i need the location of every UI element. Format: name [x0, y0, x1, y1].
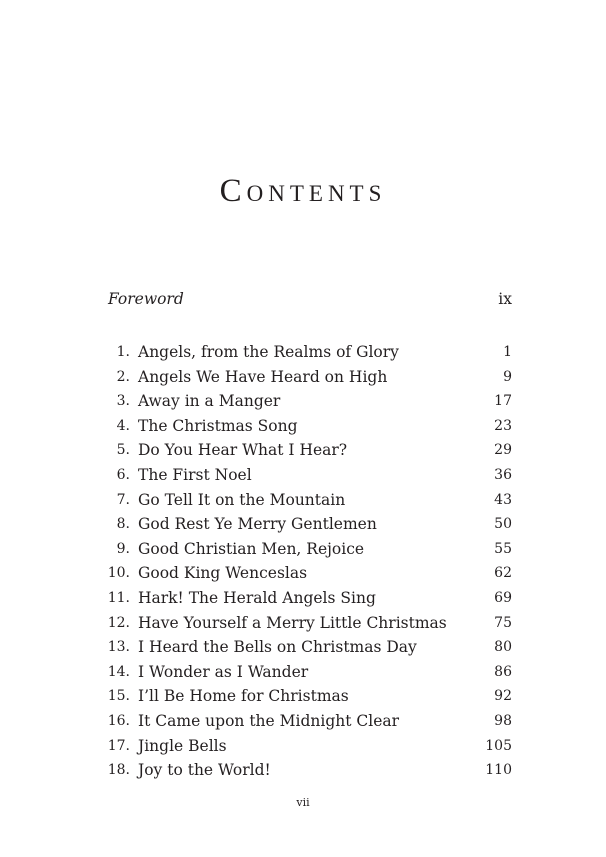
entry-title: I Wonder as I Wander — [138, 662, 309, 681]
toc-list — [104, 340, 512, 783]
entry-title: The Christmas Song — [138, 416, 298, 435]
entry-title: Away in a Manger — [138, 392, 281, 411]
entry-page: 17 — [494, 393, 512, 410]
toc-entry[interactable] — [104, 488, 512, 513]
toc-entry[interactable] — [104, 389, 512, 414]
entry-page: 75 — [494, 614, 512, 631]
entry-title: Do You Hear What I Hear? — [138, 441, 348, 460]
entry-title: Angels, from the Realms of Glory — [138, 343, 399, 361]
entry-number: 6. — [116, 466, 130, 483]
entry-number: 10. — [107, 565, 130, 582]
toc-entry[interactable] — [104, 758, 512, 783]
entry-title: It Came upon the Midnight Clear — [138, 711, 400, 730]
entry-title: I Heard the Bells on Christmas Day — [138, 638, 417, 657]
entry-title: Angels We Have Heard on High — [138, 367, 388, 386]
entry-page: 105 — [485, 737, 512, 754]
entry-title: Have Yourself a Merry Little Christmas — [138, 613, 447, 632]
toc-entry[interactable] — [104, 561, 512, 586]
entry-title: Good King Wenceslas — [138, 564, 308, 583]
entry-page: 110 — [485, 762, 512, 779]
entry-number: 13. — [107, 639, 130, 656]
entry-number: 3. — [116, 393, 130, 410]
contents-heading: Contents — [219, 173, 387, 209]
entry-number: 12. — [107, 614, 130, 631]
entry-number: 18. — [107, 762, 130, 779]
entry-page: 9 — [503, 368, 512, 385]
toc-entry[interactable] — [104, 660, 512, 685]
entry-number: 9. — [116, 540, 130, 557]
entry-title: The First Noel — [138, 465, 252, 484]
entry-page: 50 — [494, 516, 512, 533]
entry-page: 86 — [494, 663, 512, 680]
entry-title: God Rest Ye Merry Gentlemen — [138, 515, 377, 534]
entry-number: 1. — [116, 344, 130, 360]
entry-number: 16. — [107, 712, 130, 729]
entry-title: Good Christian Men, Rejoice — [138, 539, 365, 558]
toc-entry[interactable] — [104, 635, 512, 660]
entry-title: Jingle Bells — [138, 736, 227, 755]
entry-page: 62 — [494, 565, 512, 582]
toc-entry[interactable] — [104, 537, 512, 562]
entry-page: 69 — [494, 589, 512, 606]
entry-page: 29 — [494, 442, 512, 459]
page-number: vii — [296, 796, 310, 809]
entry-page: 92 — [494, 688, 512, 705]
entry-page: 80 — [494, 639, 512, 656]
entry-page: 36 — [494, 466, 512, 483]
entry-number: 4. — [116, 417, 130, 434]
entry-page: 55 — [494, 540, 512, 557]
toc-entry[interactable] — [104, 414, 512, 439]
toc-entry[interactable] — [104, 684, 512, 709]
toc-entry[interactable] — [104, 611, 512, 636]
entry-title: I’ll Be Home for Christmas — [138, 687, 349, 706]
entry-number: 14. — [107, 663, 130, 680]
toc-entry[interactable] — [104, 438, 512, 463]
entry-number: 11. — [107, 589, 130, 606]
entry-number: 15. — [107, 688, 130, 705]
toc-entry[interactable] — [104, 586, 512, 611]
toc-entry[interactable] — [104, 734, 512, 759]
entry-title: Hark! The Herald Angels Sing — [138, 588, 376, 607]
entry-page: 23 — [494, 417, 512, 434]
entry-number: 2. — [116, 368, 130, 385]
entry-title: Go Tell It on the Mountain — [138, 490, 346, 509]
toc-entry[interactable] — [104, 365, 512, 390]
toc-entry[interactable] — [104, 463, 512, 488]
entry-page: 1 — [503, 344, 512, 360]
entry-page: 43 — [494, 491, 512, 508]
toc-entry[interactable] — [104, 512, 512, 537]
entry-page: 98 — [494, 712, 512, 729]
toc-entry[interactable] — [104, 340, 512, 365]
foreword-title: Foreword — [108, 290, 184, 308]
toc-entry[interactable] — [104, 709, 512, 734]
foreword-page: ix — [498, 290, 512, 308]
entry-number: 17. — [107, 737, 130, 754]
entry-number: 7. — [116, 491, 130, 508]
foreword-entry[interactable] — [108, 290, 512, 308]
entry-number: 8. — [116, 516, 130, 533]
entry-title: Joy to the World! — [138, 761, 271, 780]
entry-number: 5. — [116, 442, 130, 459]
